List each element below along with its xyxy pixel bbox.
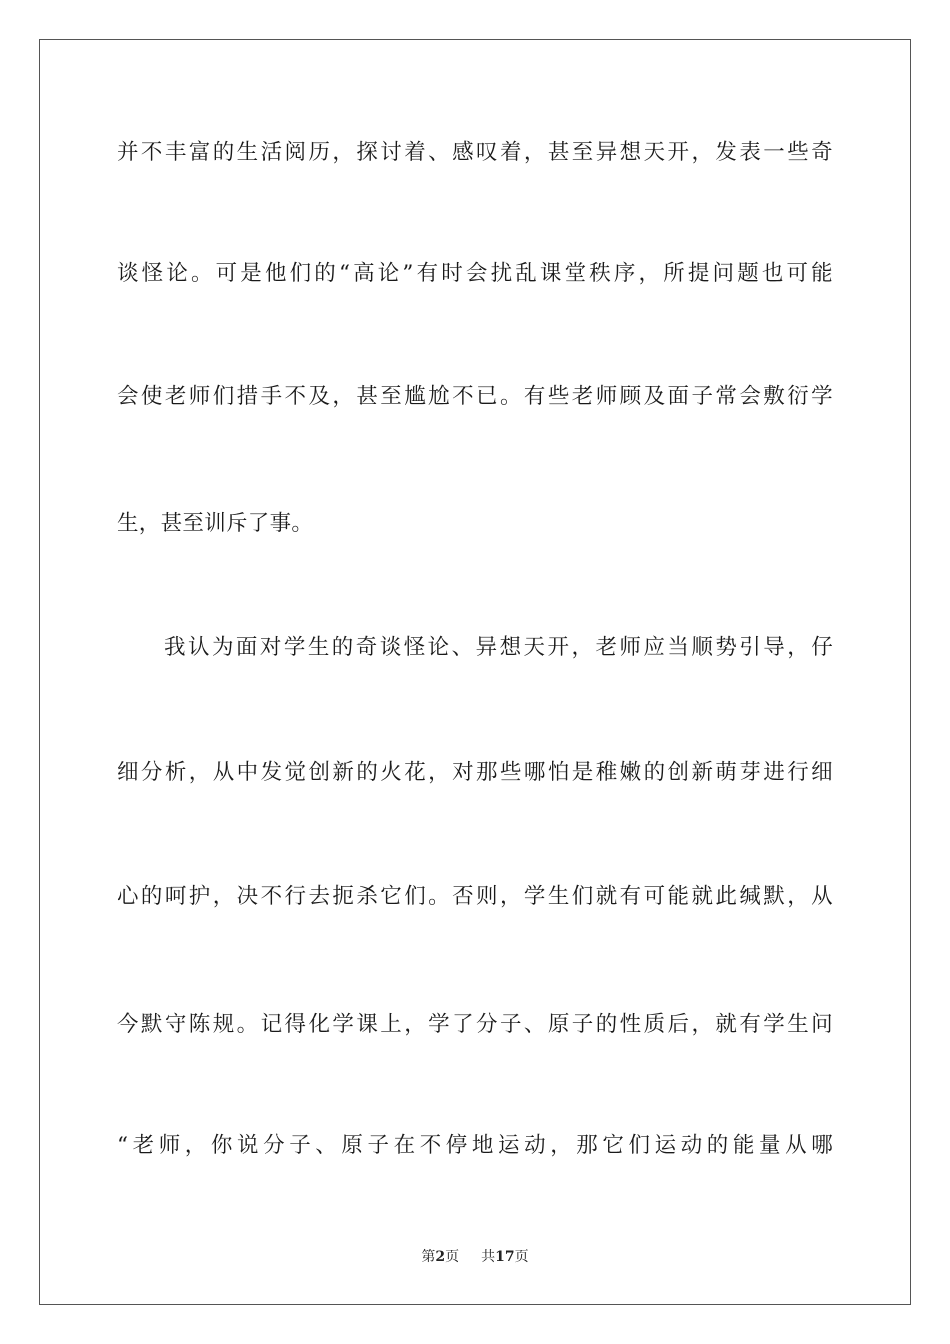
page-number: 2	[435, 1249, 446, 1265]
paragraph-first-line: 我认为面对学生的奇谈怪论、异想天开，老师应当顺势引导，仔	[164, 635, 833, 660]
page-suffix: 页	[445, 1249, 460, 1265]
page-footer	[0, 1248, 950, 1266]
total-suffix: 页	[514, 1249, 529, 1265]
text-line: 会使老师们措手不及，甚至尴尬不已。有些老师顾及面子常会敷衍学	[117, 384, 833, 409]
text-line: 并不丰富的生活阅历，探讨着、感叹着，甚至异想天开，发表一些奇	[117, 140, 833, 165]
page-indicator	[421, 1249, 459, 1265]
page-prefix: 第	[421, 1249, 436, 1265]
total-pages: 17	[495, 1249, 515, 1265]
text-line: 今默守陈规。记得化学课上，学了分子、原子的性质后，就有学生问	[117, 1012, 833, 1037]
text-line: 细分析，从中发觉创新的火花，对那些哪怕是稚嫩的创新萌芽进行细	[117, 760, 833, 785]
text-line: 生，甚至训斥了事。	[117, 511, 314, 536]
total-prefix: 共	[481, 1249, 496, 1265]
total-pages-indicator	[481, 1249, 528, 1265]
text-line: “老师，你说分子、原子在不停地运动，那它们运动的能量从哪	[117, 1133, 833, 1158]
text-line: 心的呵护，决不行去扼杀它们。否则，学生们就有可能就此缄默，从	[117, 884, 833, 909]
text-line: 谈怪论。可是他们的“高论”有时会扰乱课堂秩序，所提问题也可能	[117, 261, 833, 286]
page-border	[39, 39, 911, 1305]
